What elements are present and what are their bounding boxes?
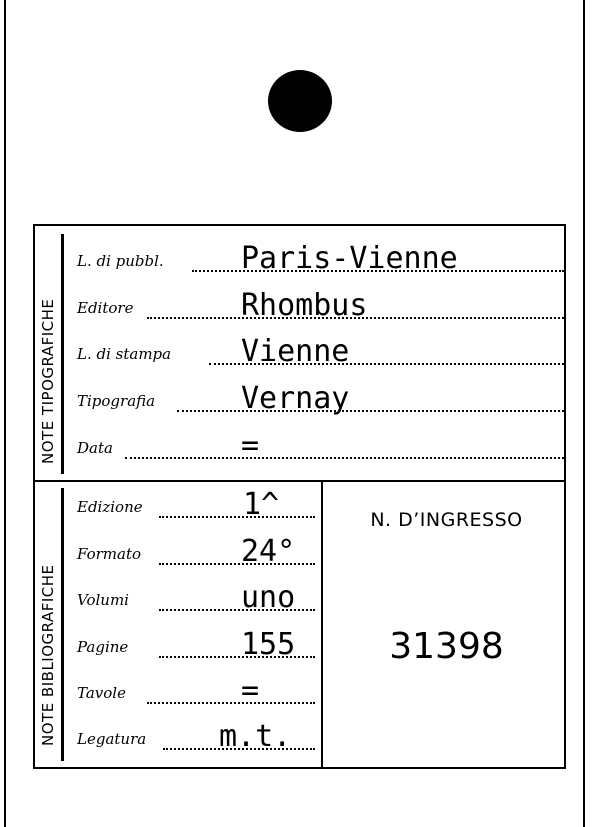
dotted-line (147, 702, 315, 704)
dotted-line (177, 410, 564, 412)
field-row-edizione (77, 487, 315, 522)
field-label: Tipografia (77, 392, 156, 410)
field-label: Volumi (77, 591, 129, 609)
punch-hole (268, 70, 332, 132)
section-divider (35, 480, 564, 482)
field-value: 155 (241, 627, 296, 662)
field-row-pagine (77, 627, 315, 662)
ingresso-title: N. D’INGRESSO (370, 509, 523, 531)
catalog-card (33, 224, 566, 769)
field-label: Tavole (77, 684, 126, 702)
ingresso-number: 31398 (389, 626, 504, 667)
dotted-line (125, 457, 564, 459)
field-label: Data (77, 439, 113, 457)
field-row-editore (77, 288, 564, 323)
field-row-formato (77, 534, 315, 569)
field-label: L. di stampa (77, 345, 172, 363)
card-right-edge (583, 0, 585, 827)
field-row-luogo-pubblicazione (77, 241, 564, 276)
field-row-tipografia (77, 381, 564, 416)
field-value: Vernay (241, 381, 350, 416)
field-row-tavole (77, 673, 315, 708)
section-label-bibliographic: NOTE BIBLIOGRAFICHE (39, 564, 57, 746)
field-value: = (241, 428, 260, 463)
section-label-typographic: NOTE TIPOGRAFICHE (39, 298, 57, 464)
dotted-line (159, 516, 315, 518)
field-row-data (77, 428, 564, 463)
field-value: m.t. (219, 719, 292, 754)
field-value: Vienne (241, 334, 350, 369)
field-row-volumi (77, 580, 315, 615)
field-value: 1^ (243, 487, 280, 522)
field-value: uno (241, 580, 296, 615)
field-label: Legatura (77, 730, 147, 748)
field-label: Edizione (77, 498, 143, 516)
side-rule-typographic (61, 234, 64, 474)
field-value: 24° (241, 534, 296, 569)
field-value: Rhombus (241, 288, 368, 323)
side-rule-bibliographic (61, 488, 64, 761)
field-value: = (241, 673, 260, 708)
field-row-legatura (77, 719, 315, 754)
column-divider (321, 482, 323, 767)
card-left-edge (4, 0, 6, 827)
field-row-luogo-stampa (77, 334, 564, 369)
field-label: Formato (77, 545, 142, 563)
field-label: Pagine (77, 638, 129, 656)
field-label: L. di pubbl. (77, 252, 164, 270)
field-value: Paris-Vienne (241, 241, 458, 276)
field-label: Editore (77, 299, 134, 317)
